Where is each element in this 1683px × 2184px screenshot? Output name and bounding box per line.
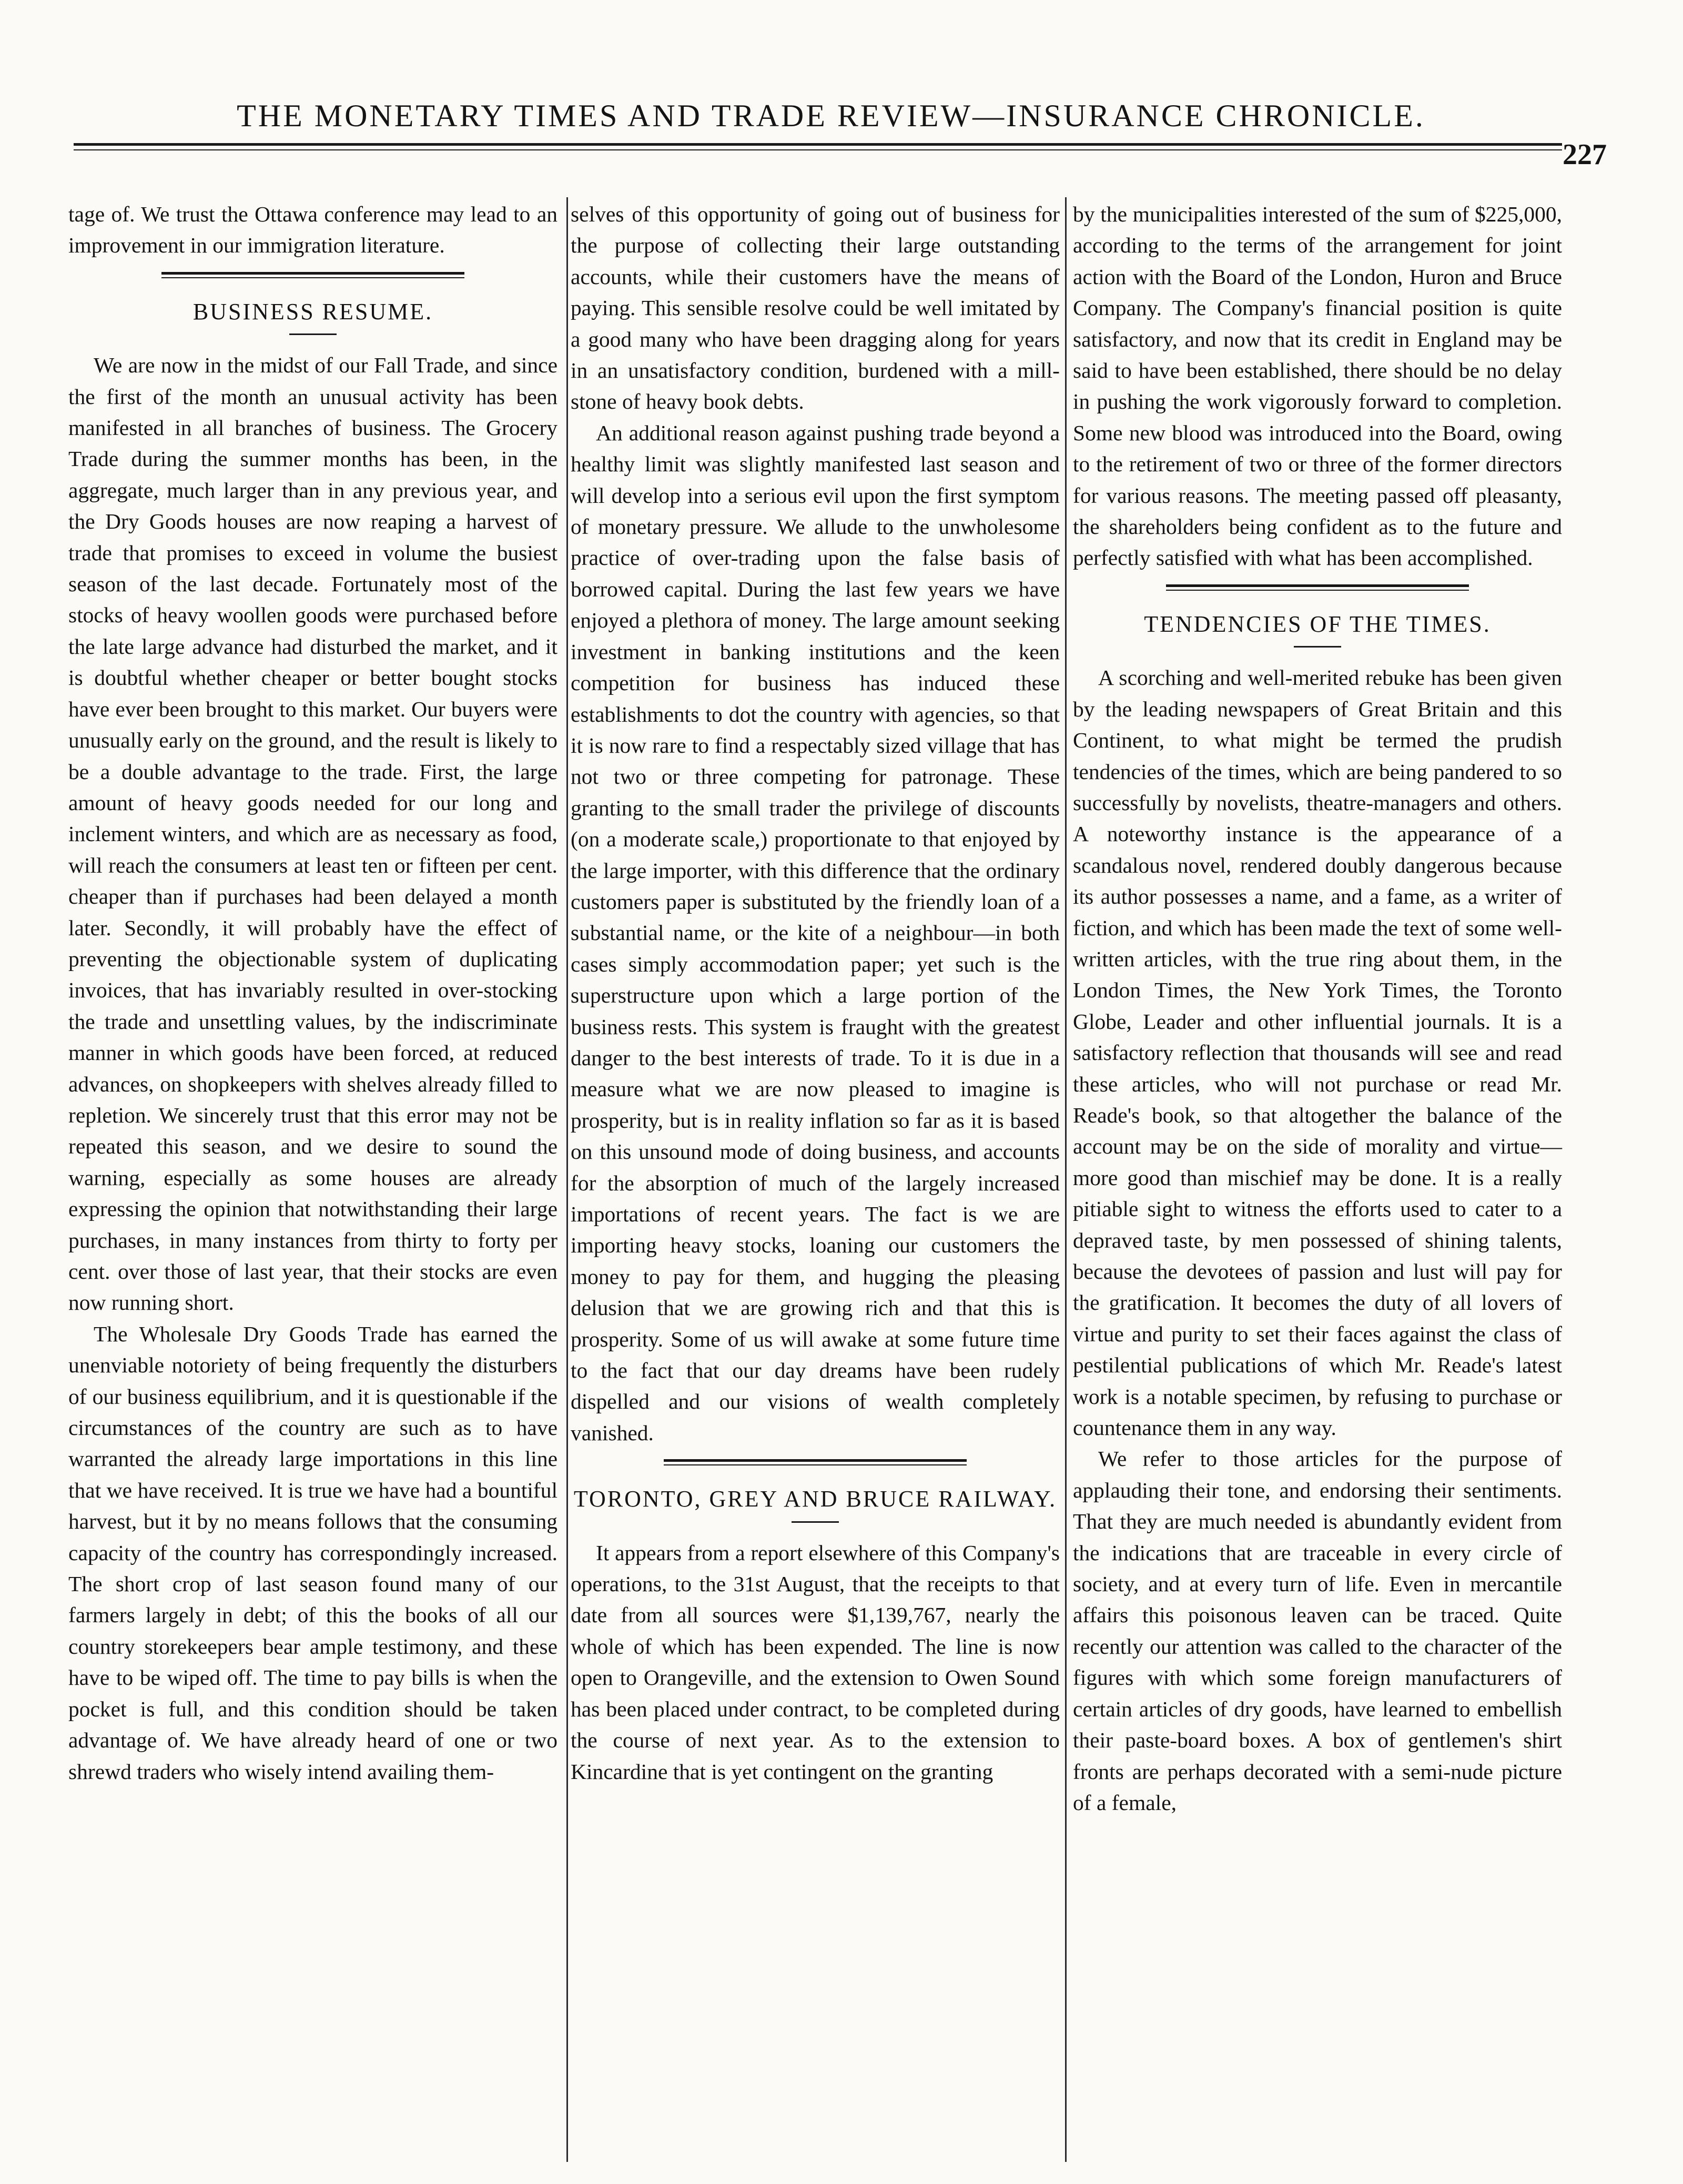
heading-underline [792, 1521, 839, 1523]
section-divider [571, 1449, 1060, 1483]
heading-underline [1294, 646, 1341, 648]
article-heading: BUSINESS RESUME. [192, 298, 433, 325]
column-3 [1073, 199, 1562, 1818]
heading-underline [289, 333, 337, 335]
article-heading: TENDENCIES OF THE TIMES. [1144, 611, 1491, 637]
page-header-title: THE MONETARY TIMES AND TRADE REVIEW—INSURANCE CHRONICLE. [237, 98, 1425, 133]
section-divider [1073, 574, 1562, 609]
header-rule [74, 143, 1562, 146]
header-rule-thin [74, 149, 1562, 150]
article-paragraph: We refer to those articles for the purpose of applauding their tone, and endorsing their sentiments. That they are much needed is abundantly evident from the indications that are traceable in every circle of society, and at every turn of life. Even in mercantile affairs this poisonous leaven can be traced. Quite recently our attention was called to the character of the figures with which some foreign manufacturers of certain articles of dry goods, have learned to embellish their paste-board boxes. A box of gentlemen's shirt fronts are perhaps decorated with a semi-nude picture of a female, [1073, 1447, 1562, 1815]
column-divider [566, 197, 568, 2162]
article-paragraph: tage of. We trust the Ottawa conference may lead to an improvement in our immigration literature. [68, 202, 557, 258]
article-paragraph: An additional reason against pushing trade beyond a healthy limit was slightly manifested last season and will develop into a serious evil upon the first symptom of monetary pressure. We allude to the unwholesome practice of over-trading upon the false basis of borrowed capital. During the last few years we have enjoyed a plethora of money. The large amount seeking investment in banking institutions and the keen competition for business has induced these establishments to dot the country with agencies, so that it is now rare to find a respectably sized village that has not two or three competing for patronage. These granting to the small trader the privilege of discounts (on a moderate scale,) proportionate to that enjoyed by the large importer, with this difference that the ordinary customers paper is substituted by the friendly loan of a substantial name, or the kite of a neighbour—in both cases simply accommodation paper; yet such is the superstructure upon which a large portion of the business rests. This system is fraught with the greatest danger to the best interests of trade. To it is due in a measure what we are now pleased to imagine is prosperity, but is in reality inflation so far as it is based on this unsound mode of doing business, and accounts for the absorption of much of the largely increased importations of recent years. The fact is we are importing heavy stocks, loaning our customers the money to pay for them, and hugging the pleasing delusion that we are growing rich and that this is prosperity. Some of us will awake at some future time to the fact that our day dreams have been rudely dispelled and our visions of wealth completely vanished. [571, 420, 1060, 1445]
article-paragraph: A scorching and well-merited rebuke has been given by the leading newspapers of Great Britain and this Continent, to what might be termed the prudish tendencies of the times, which are being pandered to so successfully by novelists, theatre-managers and others. A noteworthy instance is the appearance of a scandalous novel, rendered doubly dangerous because its author possesses a name, and a fame, as a writer of fiction, and which has been made the text of some well-written articles, with the true ring about them, in the London Times, the New York Times, the Toronto Globe, Leader and other influential journals. It is a satisfactory reflection that thousands will see and read these articles, who will not purchase or read Mr. Reade's book, so that altogether the balance of the account may be on the side of morality and virtue—more good than mischief may be done. It is a really pitiable sight to witness the efforts used to cater to a depraved taste, by men possessed of shining talents, because the devotees of passion and lust will pay for the gratification. It becomes the duty of all lovers of virtue and purity to set their faces against the class of pestilential publications of which Mr. Reade's latest work is a notable specimen, by refusing to purchase or countenance them in any way. [1073, 665, 1562, 1440]
section-divider [68, 261, 557, 296]
article-paragraph: It appears from a report elsewhere of this Company's operations, to the 31st August, that the receipts to that date from all sources were $1,139,767, nearly the whole of which has been expended. The line is now open to Orangeville, and the extension to Owen Sound has been placed under contract, to be completed during the course of next year. As to the extension to Kincardine that is yet contingent on the granting [571, 1540, 1060, 1784]
column-2 [571, 199, 1060, 1787]
article-paragraph: We are now in the midst of our Fall Trade, and since the first of the month an unusual activity has been manifested in all branches of business. The Grocery Trade during the summer months has been, in the aggregate, much larger than in any previous year, and the Dry Goods houses are now reaping a harvest of trade that promises to exceed in volume the busiest season of the last decade. Fortunately most of the stocks of heavy woollen goods were purchased before the late large advance had disturbed the market, and it is doubtful whether cheaper or better bought stocks have ever been brought to this market. Our buyers were unusually early on the ground, and the result is likely to be a double advantage to the trade. First, the large amount of heavy goods needed for our long and inclement winters, and which are as necessary as food, will reach the consumers at least ten or fifteen per cent. cheaper than if purchases had been delayed a month later. Secondly, it will probably have the effect of preventing the objectionable system of duplicating invoices, that has invariably resulted in over-stocking the trade and unsettling values, by the indiscriminate manner in which goods have been forced, at reduced advances, on shopkeepers with shelves already filled to repletion. We sincerely trust that this error may not be repeated this season, and we desire to sound the warning, especially as some houses are already expressing the opinion that notwithstanding their large purchases, in many instances from thirty to forty per cent. over those of last year, that their stocks are even now running short. [68, 353, 557, 1315]
article-paragraph: by the municipalities interested of the sum of $225,000, according to the terms of the arrangement for joint action with the Board of the London, Huron and Bruce Company. The Company's financial position is quite satisfactory, and now that its credit in England may be said to have been established, there should be no delay in pushing the work vigorously forward to completion. Some new blood was introduced into the Board, owing to the retirement of two or three of the former directors for various reasons. The meeting passed off pleasanty, the shareholders being confident as to the future and perfectly satisfied with what has been accomplished. [1073, 202, 1562, 570]
column-divider [1065, 197, 1067, 2162]
article-paragraph: The Wholesale Dry Goods Trade has earned the unenviable notoriety of being frequently the disturbers of our business equilibrium, and it is questionable if the circumstances of the country are such as to have warranted the already large importations in this line that we have received. It is true we have had a bountiful harvest, but it by no means follows that the consuming capacity of the country has correspondingly increased. The short crop of last season found many of our farmers largely in debt; of this the books of all our country storekeepers bear ample testimony, and these have to be wiped off. The time to pay bills is when the pocket is full, and this condition should be taken advantage of. We have already heard of one or two shrewd traders who wisely intend availing them- [68, 1321, 557, 1784]
article-heading: TORONTO, GREY AND BRUCE RAILWAY. [573, 1486, 1057, 1512]
page-number: 227 [1563, 138, 1607, 171]
article-paragraph: selves of this opportunity of going out of business for the purpose of collecting their large outstanding accounts, while their customers have the means of paying. This sensible resolve could be well imitated by a good many who have been dragging along for years in an unsatisfactory condition, burdened with a mill-stone of heavy book debts. [571, 202, 1060, 414]
column-1 [68, 199, 557, 1787]
